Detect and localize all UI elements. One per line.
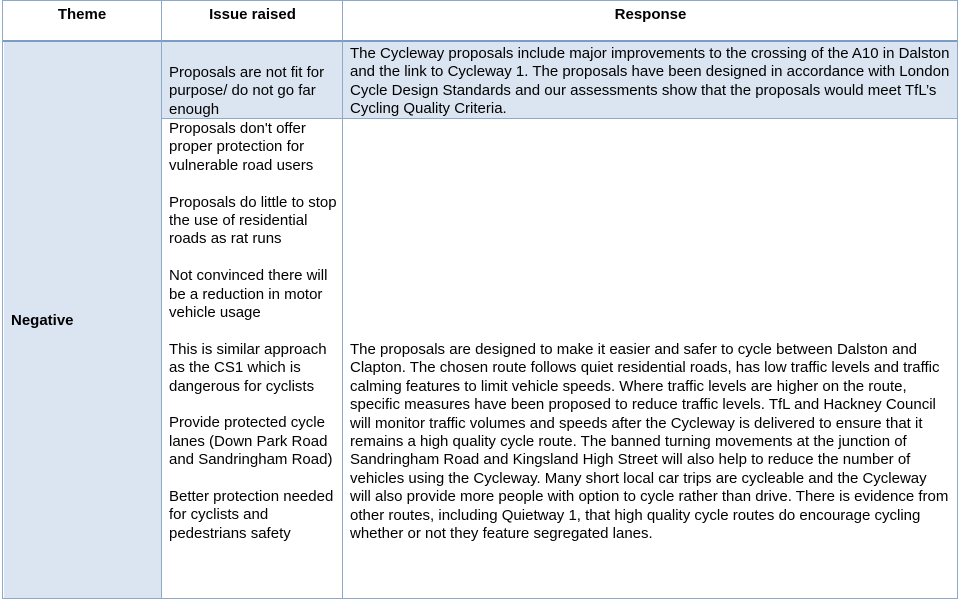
theme-label: Negative	[11, 312, 74, 329]
border-top	[2, 0, 958, 1]
header-issue: Issue raised	[209, 6, 296, 23]
col-divider-1	[161, 0, 162, 599]
issue-item: Not convinced there will be a reduction in motor vehicle usage	[169, 267, 328, 322]
header-divider	[2, 40, 958, 42]
border-bottom	[2, 598, 958, 599]
header-theme: Theme	[57, 6, 107, 23]
issue-item: Proposals do little to stop the use of residential roads as rat runs	[169, 193, 337, 248]
response-table	[2, 0, 958, 600]
col-divider-2	[342, 0, 343, 599]
issue-item: Provide protected cycle lanes (Down Park Road and Sandringham Road)	[169, 414, 333, 469]
issue-item: Better protection needed for cyclists and pedestrians safety	[169, 488, 334, 542]
row2-response: The proposals are designed to make it easier and safer to cycle between Dalston and Clapton. The chosen route follows quiet residential roads, has low traffic levels and traffic calming features to limit vehicle speeds. Where traffic levels are higher on the route, specific measures have been proposed to reduce traffic levels. TfL and Hackney Council will monitor traffic volumes and speeds after the Cycleway is delivered to ensure that it remains a high quality cycle route. The banned turning movements at the junction of Sandringham Road and Kingsland High Street will also help to reduce the number of vehicles using the Cycleway. Many short local car trips are cycleable and the Cycleway will also provide more people with option to cycle rather than drive. There is evidence from other routes, including Quietway 1, that high quality cycle routes do encourage cycling whether or not they feature segregated lanes.	[350, 341, 949, 543]
row1-issue: Proposals are not fit for purpose/ do not go far enough	[169, 64, 325, 118]
border-right	[957, 0, 958, 599]
border-left	[2, 0, 3, 599]
header-response: Response	[614, 6, 687, 23]
row1-response: The Cycleway proposals include major improvements to the crossing of the A10 in Dalston and the link to Cycleway 1. The proposals have been designed in accordance with London Cycle Design Standards and our assessments show that the proposals would meet TfL’s Cycling Quality Criteria.	[350, 45, 950, 118]
row2-issues-list	[169, 120, 339, 543]
issue-item: Proposals don't offer proper protection for vulnerable road users	[169, 120, 314, 174]
issue-item: This is similar approach as the CS1 which is dangerous for cyclists	[169, 340, 327, 395]
